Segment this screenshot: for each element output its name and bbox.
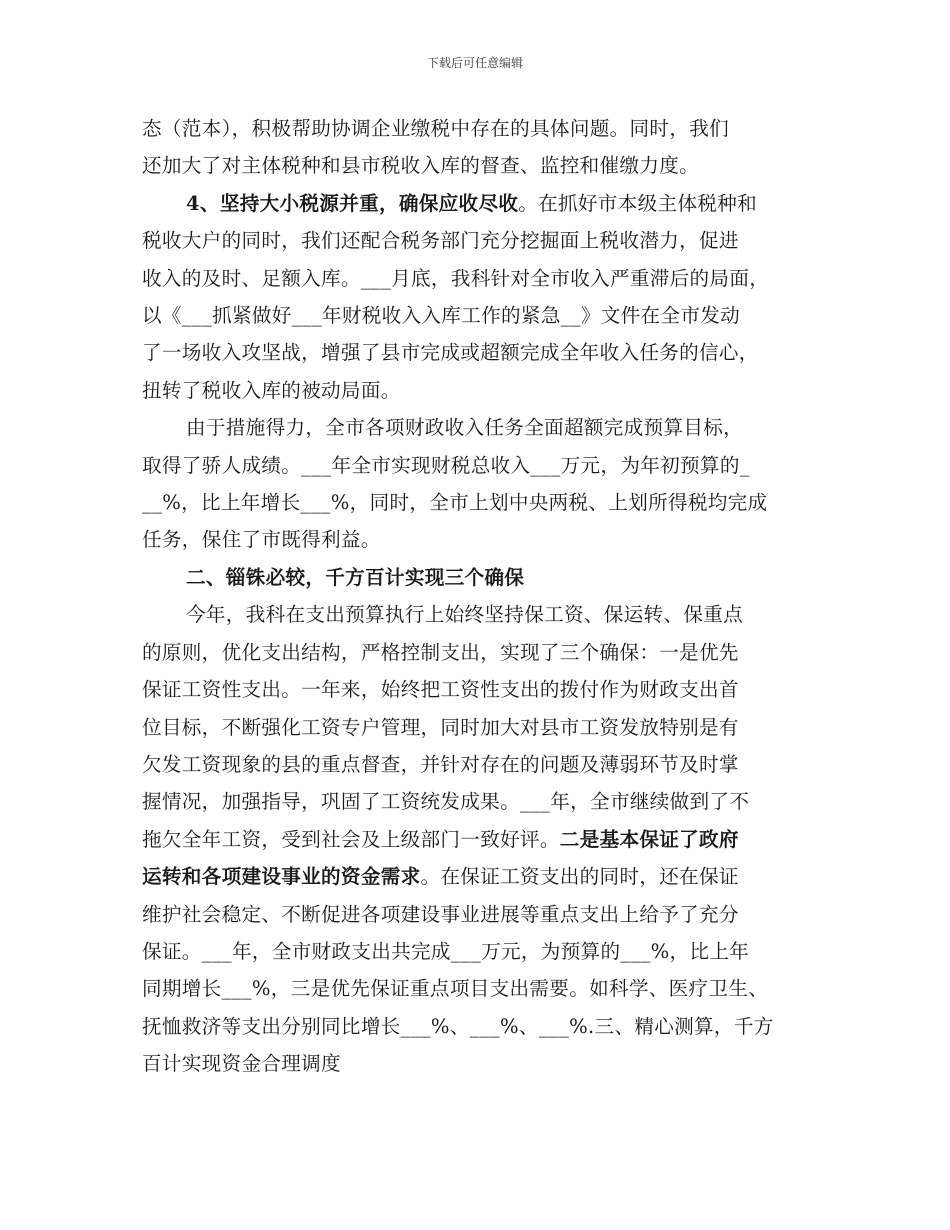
text-span: 。在保证工资支出的同时，还在保证 xyxy=(420,865,739,889)
text-line: 保证工资性支出。一年来，始终把工资性支出的拨付作为财政支出首 xyxy=(142,678,739,702)
text-line: 取得了骄人成绩。___年全市实现财税总收入___万元，为年初预算的_ xyxy=(142,453,750,477)
paragraph-3 xyxy=(142,409,822,559)
section-heading-2 xyxy=(142,559,822,596)
bold-span: 运转和各项建设事业的资金需求 xyxy=(142,865,421,889)
text-line: 位目标，不断强化工资专户管理，同时加大对县市工资发放特别是有 xyxy=(142,715,739,739)
text-span: 。在抓好市本级主体税种和 xyxy=(518,191,757,215)
paragraph-1 xyxy=(142,110,822,185)
text-line: 还加大了对主体税种和县市税收入库的督查、监控和催缴力度。 xyxy=(142,154,700,178)
text-line: 税收大户的同时，我们还配合税务部门充分挖掘面上税收潜力，促进 xyxy=(142,229,739,253)
text-line: 握情况，加强指导，巩固了工资统发成果。___年，全市继续做到了不 xyxy=(142,790,750,814)
text-span: 拖欠全年工资，受到社会及上级部门一致好评。 xyxy=(142,827,560,851)
text-line: 维护社会稳定、不断促进各项建设事业进展等重点支出上给予了充分 xyxy=(142,902,739,926)
text-line: 任务，保住了市既得利益。 xyxy=(142,528,381,552)
text-line: 同期增长___%，三是优先保证重点项目支出需要。如科学、医疗卫生、 xyxy=(142,977,769,1001)
text-line: 由于措施得力，全市各项财政收入任务全面超额完成预算目标， xyxy=(186,416,744,440)
text-line: 以《___抓紧做好___年财税收入入库工作的紧急__》文件在全市发动 xyxy=(142,304,741,328)
bold-span: 二是基本保证了政府 xyxy=(559,827,739,851)
paragraph-2 xyxy=(142,185,822,409)
text-line xyxy=(142,858,822,895)
text-line xyxy=(142,821,822,858)
text-line: 了一场收入攻坚战，增强了县市完成或超额完成全年收入任务的信心， xyxy=(142,341,759,365)
section-heading-4: 4、坚持大小税源并重，确保应收尽收 xyxy=(186,191,519,215)
text-line: __%，比上年增长___%，同时，全市上划中央两税、上划所得税均完成 xyxy=(142,491,768,515)
text-line: 收入的及时、足额入库。___月底，我科针对全市收入严重滞后的局面， xyxy=(142,266,770,290)
page-header: 下载后可任意编辑 xyxy=(426,56,523,70)
text-line: 扭转了税收入库的被动局面。 xyxy=(142,378,401,402)
text-line: 态（范本），积极帮助协调企业缴税中存在的具体问题。同时，我们 xyxy=(142,117,730,140)
text-line: 的原则，优化支出结构，严格控制支出，实现了三个确保：一是优先 xyxy=(142,640,739,664)
document-body xyxy=(142,110,822,1083)
text-line: 今年，我科在支出预算执行上始终坚持保工资、保运转、保重点 xyxy=(186,603,744,627)
text-line: 百计实现资金合理调度 xyxy=(142,1052,341,1076)
text-line: 欠发工资现象的县的重点督查，并针对存在的问题及薄弱环节及时掌 xyxy=(142,752,739,776)
text-line xyxy=(142,185,822,222)
heading-text: 二、锱铢必较，千方百计实现三个确保 xyxy=(186,565,525,589)
text-line: 抚恤救济等支出分别同比增长___%、___%、___%.三、精心测算，千方 xyxy=(142,1014,774,1038)
paragraph-4 xyxy=(142,596,822,1082)
text-line: 保证。___年，全市财政支出共完成___万元，为预算的___%，比上年 xyxy=(142,939,750,963)
